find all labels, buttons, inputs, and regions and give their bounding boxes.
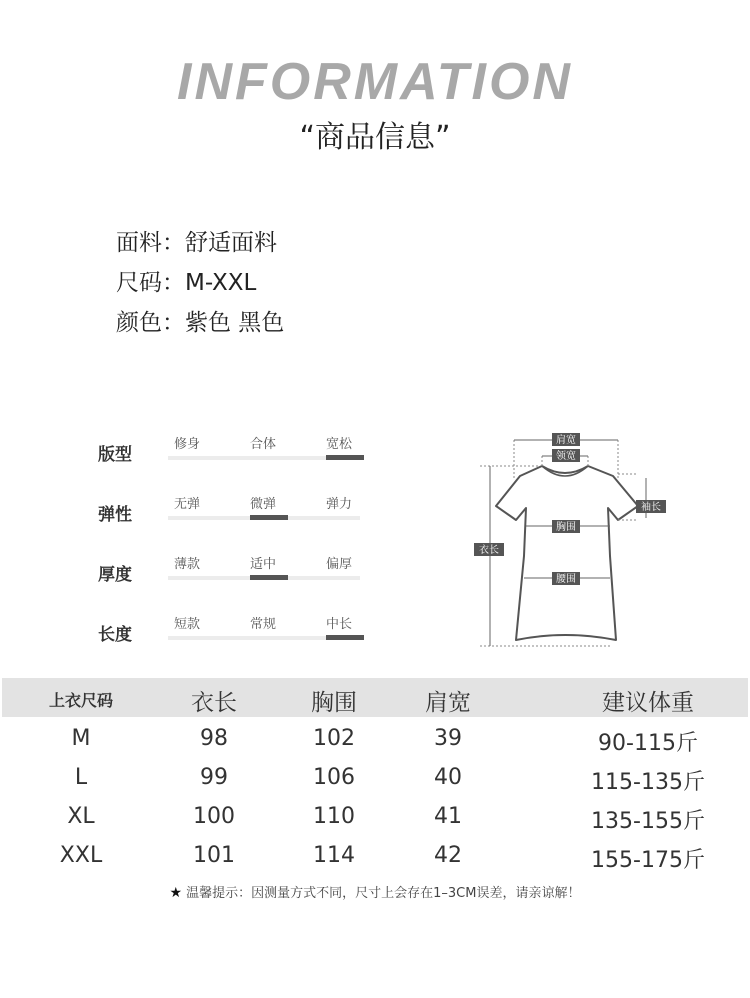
size-cell: 41 [434,804,462,829]
attribute-option: 无弹 [174,497,201,512]
size-cell: 90-115斤 [598,731,698,756]
size-header-cell: 建议体重 [602,690,694,716]
product-info-list [116,224,284,344]
size-header-cell: 上衣尺码 [48,691,113,710]
footnote-text: 温馨提示：因测量方式不同，尺寸上会存在1–3CM误差，请亲谅解！ [186,886,581,901]
info-row-color: 颜色：紫色 黑色 [116,310,285,336]
attribute-row-fit [98,430,368,490]
size-header-cell: 肩宽 [425,690,471,716]
info-value: M-XXL [185,270,257,296]
size-header-cell: 胸围 [311,690,357,716]
size-cell: 106 [313,765,355,790]
star-icon: ★ [169,885,183,901]
label-length: 衣长 [479,545,499,556]
label-waist: 腰围 [556,574,576,585]
size-cell: 100 [193,804,235,829]
info-row-fabric: 面料：舒适面料 [116,230,277,256]
tshirt-outline [496,466,638,640]
size-cell: 114 [313,843,355,868]
attribute-option: 常规 [250,617,277,632]
attribute-option: 修身 [174,437,201,452]
measurement-lines [490,440,646,646]
attribute-selected-marker [250,575,288,580]
info-row-size: 尺码：M-XXL [116,270,257,296]
size-cell: 101 [193,843,235,868]
size-cell: 155-175斤 [591,848,705,873]
info-value: 舒适面料 [185,230,277,256]
size-cell: 135-155斤 [591,809,705,834]
attribute-track [168,516,360,520]
info-label: 颜色 [116,310,162,336]
attribute-track [168,636,360,640]
banner-title: INFORMATION [177,53,573,111]
attribute-name: 长度 [98,625,132,645]
info-label: 面料 [116,230,162,256]
size-cell: 40 [434,765,462,790]
tshirt-measurement-diagram [470,428,690,658]
attribute-option: 中长 [326,617,353,632]
attribute-track [168,456,360,460]
attribute-option: 偏厚 [326,557,353,572]
size-cell: 99 [200,765,228,790]
footnote [0,882,750,901]
banner-subtitle: “商品信息” [299,120,451,155]
attribute-track [168,576,360,580]
attribute-selected-marker [326,635,364,640]
attribute-name: 版型 [98,445,132,465]
size-cell: L [74,765,88,790]
size-cell: 42 [434,843,462,868]
size-cell: XXL [59,843,103,868]
size-cell: 115-135斤 [591,770,705,795]
label-sleeve: 袖长 [641,502,661,513]
attribute-name: 厚度 [98,565,132,585]
size-cell: 98 [200,726,228,751]
label-chest: 胸围 [556,522,576,533]
attribute-option: 宽松 [326,437,353,452]
info-label: 尺码 [116,270,162,296]
attribute-row-length [98,610,368,670]
attribute-option: 微弹 [250,497,277,512]
size-header-cell: 衣长 [191,690,237,716]
attribute-row-elasticity [98,490,368,550]
attribute-selected-marker [326,455,364,460]
size-cell: 39 [434,726,462,751]
attribute-option: 薄款 [174,557,201,572]
attribute-scales [98,430,368,670]
label-shoulder: 肩宽 [556,435,576,446]
size-cell: M [71,726,91,751]
info-value: 紫色 黑色 [185,310,285,336]
attribute-row-thickness [98,550,368,610]
attribute-option: 弹力 [326,497,353,512]
size-cell: 110 [313,804,355,829]
attribute-name: 弹性 [98,505,132,525]
attribute-option: 适中 [250,557,277,572]
size-cell: XL [67,804,95,829]
attribute-option: 合体 [250,437,277,452]
size-cell: 102 [313,726,355,751]
attribute-selected-marker [250,515,288,520]
label-neck: 领宽 [556,451,576,462]
attribute-option: 短款 [174,617,201,632]
